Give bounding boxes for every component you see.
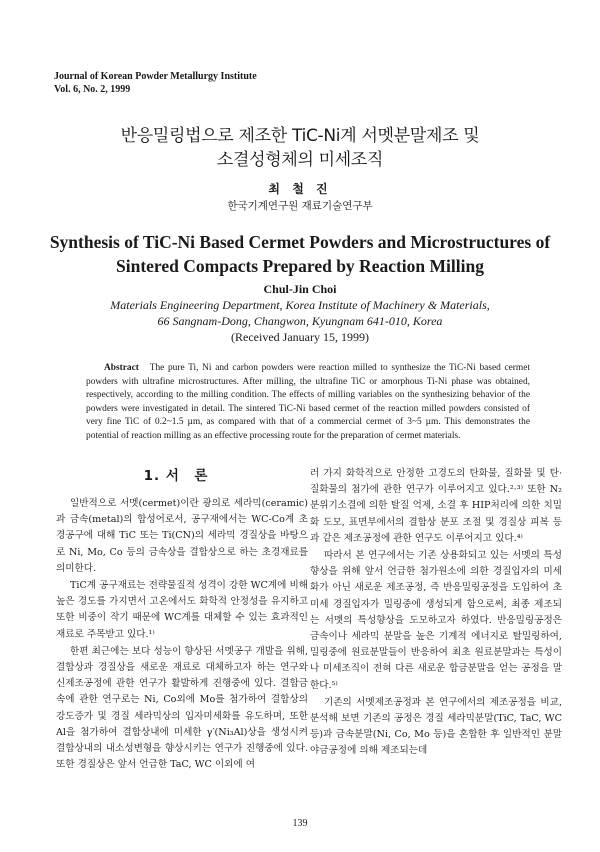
section-heading: 1. 서 론 (143, 468, 209, 484)
paragraph: 한편 최근에는 보다 성능이 향상된 서멧공구 개발을 위해, 결합상과 경질상을 새로운 재료로 대체하고자 하는 연구와 신제조공정에 관한 연구가 활발하게 진행중에 있다. 결합금속에 관한 연구로는 Ni, Co외에 Mo를 첨가하여 결합상의 강도증가 및 경질 세라믹상의 입자미세화를 유도하며, 또한 Al을 첨가하여 결합상내에 미세한 γ′(Ni₃Al)상을 생성시켜 결합상내의 내소성변형을 향상시키는 연구가 진행중에 있다. 또한 경질상은 앞서 언급한 TaC, WC 이외에 여 (56, 645, 308, 771)
english-title-line1: Synthesis of TiC-Ni Based Cermet Powders and Microstructures of (49, 232, 551, 252)
paragraph: 기존의 서멧제조공정과 본 연구에서의 제조공정을 비교, 분석해 보면 기존의 공정은 경질 세라믹분말(TiC, TaC, WC 등)과 금속분말(Ni, Co, Mo 등)을 혼합한 후 일반적인 분말야금공정에 의해 제조되는데 (310, 696, 562, 757)
affiliation-line2: 66 Sangnam-Dong, Changwon, Kyungnam 641-010, Korea (157, 314, 443, 328)
abstract (86, 362, 530, 444)
english-author: Chul-Jin Choi (263, 282, 337, 296)
abstract-label: Abstract (104, 363, 139, 373)
paragraph: 일반적으로 서멧(cermet)이란 광의로 세라믹(ceramic)과 금속(metal)의 합성어로서, 공구재에서는 WC-Co계 초경공구에 대해 TiC 또는 Ti(CN)의 세라믹 경질상을 바탕으로 Ni, Mo, Co 등의 금속상을 결합상으로 하는 초경재료를 의미한다. (56, 498, 308, 574)
left-column (56, 496, 308, 773)
journal-header (54, 70, 257, 96)
paragraph: 러 가지 화학적으로 안정한 고경도의 탄화물, 질화물 및 탄·질화물의 첨가에 관한 연구가 이루어지고 있다.²·³⁾ 또한 N₂ 분위기소결에 의한 탈질 억제, 소결 후 HIP처리에 의한 치밀화 도모, 표면부에서의 결합상 분포 조절 및 경질상 피복 등과 같은 제조공정에 관한 연구도 이루어지고 있다.⁴⁾ (310, 468, 562, 544)
page-number: 139 (292, 818, 308, 829)
journal-name: Journal of Korean Powder Metallurgy Institute (54, 71, 257, 82)
english-title (0, 230, 600, 278)
received-date: (Received January 15, 1999) (231, 330, 369, 344)
right-column (310, 466, 562, 760)
korean-title-line1: 반응밀링법으로 제조한 TiC-Ni계 서멧분말제조 및 (120, 126, 480, 146)
affiliation-line1: Materials Engineering Department, Korea Institute of Machinery & Materials, (110, 298, 490, 312)
paragraph: TiC계 공구재료는 전략물질적 성격이 강한 WC계에 비해 높은 경도를 가지면서 고온에서도 화학적 안정성을 유지하고 또한 비중이 작기 때문에 WC계를 대체할 수 있는 효과적인 재료로 주목받고 있다.¹⁾ (56, 580, 308, 640)
korean-author: 최 철 진 (268, 182, 332, 196)
korean-title (0, 124, 600, 172)
korean-title-line2: 소결성형체의 미세조직 (216, 150, 384, 170)
english-affiliation (0, 297, 600, 345)
korean-affiliation: 한국기계연구원 재료기술연구부 (227, 200, 373, 212)
paragraph: 따라서 본 연구에서는 기존 상용화되고 있는 서멧의 특성향상을 위해 앞서 언급한 첨가원소에 의한 경질입자의 미세화가 아닌 새로운 제조공정, 즉 반응밀링공정을 도입하여 초미세 경질입자가 밀링중에 생성되게 함으로써, 최종 제조되는 서멧의 특성향상을 도모하고자 하였다. 반응밀링공정은 금속이나 세라믹 분말을 높은 기계적 에너지로 탈밀링하여, 밀링중에 원료분말들이 반응하여 최초 원료분말과는 특성이나 미세조직이 전혀 다른 새로운 합금분말을 얻는 공정을 말한다.⁵⁾ (310, 550, 562, 691)
abstract-text: The pure Ti, Ni and carbon powders were reaction milled to synthesize the TiC-Ni based cermet powders with ultrafine microstructures. After milling, the ultrafine TiC or amorphous Ti-Ni phase was obtained, respectively, according to the milling condition. The effects of milling variables on the synthesizing behavior of the powders were investigated in detail. The sintered TiC-Ni based cermet of the reaction milled powders consisted of very fine TiC of 0.2~1.5 µm, as compared with that of a commercial cermet of 3~5 µm. This demonstrates the potential of reaction milling as an effective processing route for the preparation of cermet materials. (86, 363, 530, 441)
english-title-line2: Sintered Compacts Prepared by Reaction Milling (116, 256, 484, 276)
journal-volume: Vol. 6, No. 2, 1999 (54, 84, 131, 95)
